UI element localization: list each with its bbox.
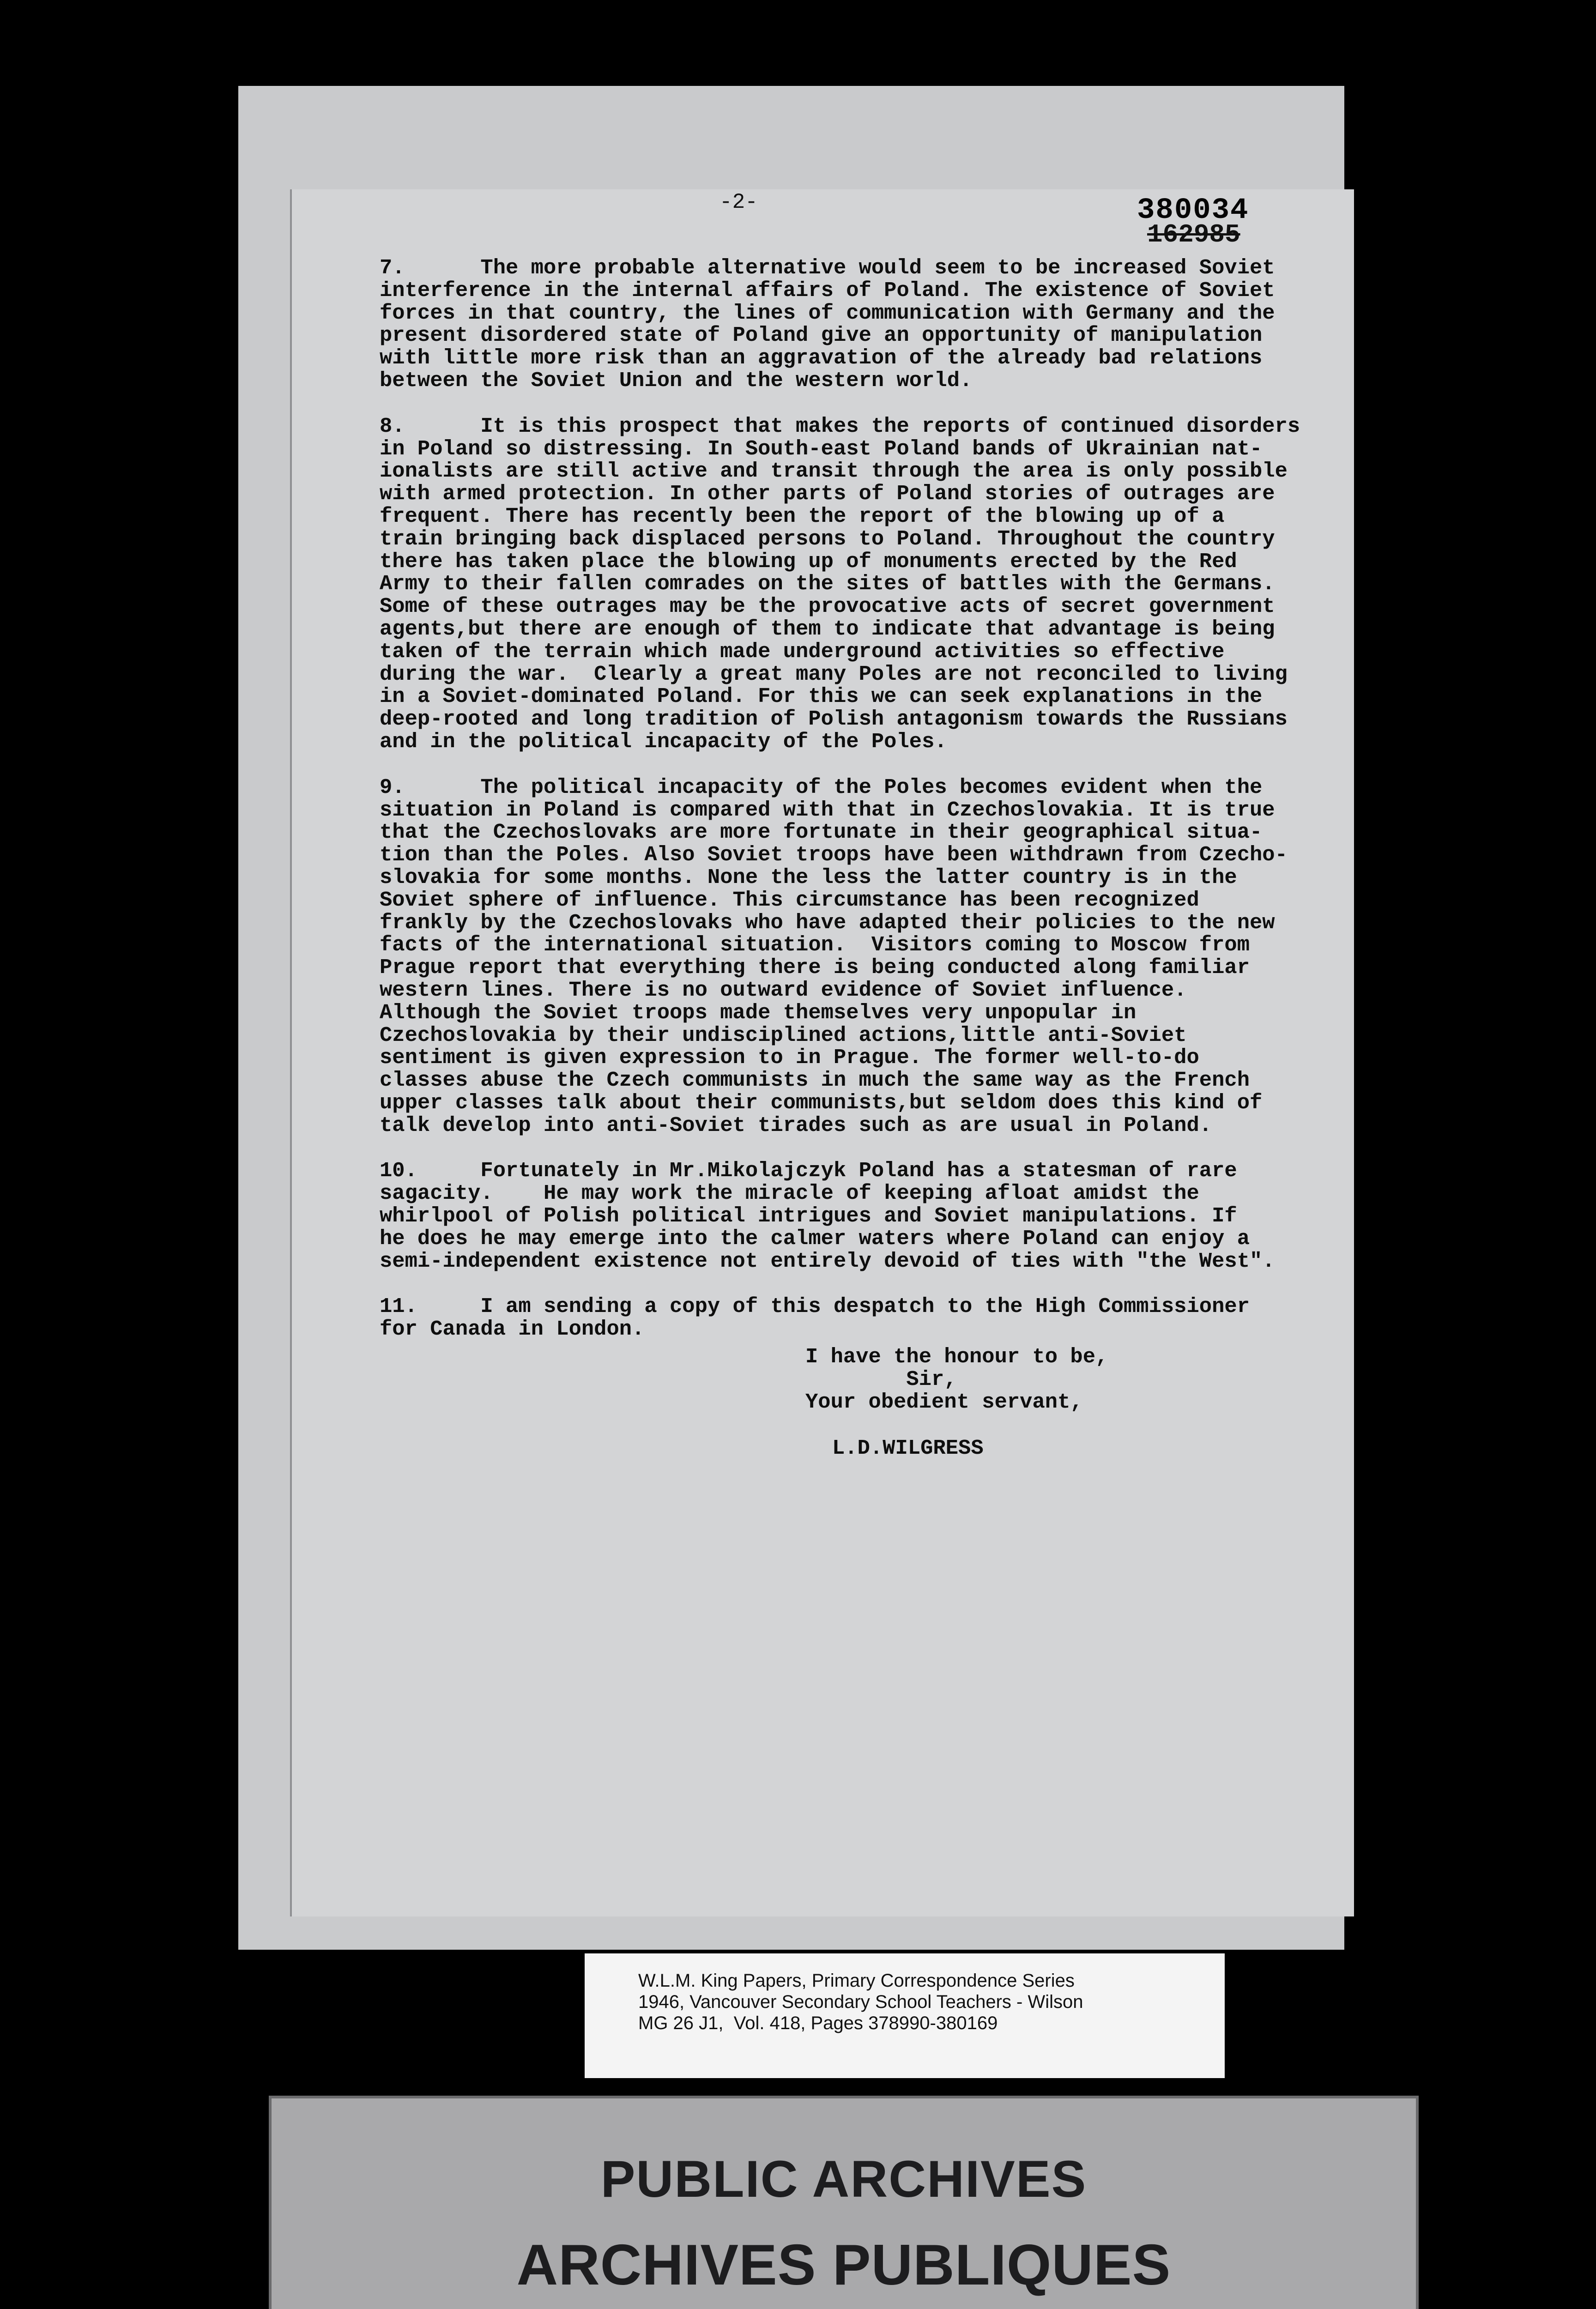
text-line: talk develop into anti-Soviet tirades such as are usual in Poland. xyxy=(380,1113,1212,1137)
stamp-line-english: PUBLIC ARCHIVES xyxy=(600,2150,1087,2208)
text-line: and in the political incapacity of the Poles. xyxy=(380,729,947,754)
archive-reference-label xyxy=(585,1953,1225,2078)
paragraph-9 xyxy=(380,776,1354,1137)
text-line: frankly by the Czechoslovaks who have adapted their policies to the new xyxy=(380,910,1275,935)
text-line: Prague report that everything there is being conducted along familiar xyxy=(380,955,1250,980)
reference-line: 1946, Vancouver Secondary School Teachers - Wilson xyxy=(638,1992,1083,2012)
text-line: for Canada in London. xyxy=(380,1317,645,1342)
text-line: Soviet sphere of influence. This circumstance has been recognized xyxy=(380,888,1199,912)
paragraph-10 xyxy=(380,1160,1354,1272)
text-line: Czechoslovakia by their undisciplined actions,little anti-Soviet xyxy=(380,1023,1187,1047)
text-line: taken of the terrain which made underground activities so effective xyxy=(380,639,1225,664)
closing-line: I have the honour to be, xyxy=(805,1345,1108,1369)
text-line: in Poland so distressing. In South-east Poland bands of Ukrainian nat- xyxy=(380,436,1263,461)
document-body xyxy=(380,257,1354,1364)
text-line: situation in Poland is compared with that in Czechoslovakia. It is true xyxy=(380,798,1275,822)
text-line: in a Soviet-dominated Poland. For this we can seek explanations in the xyxy=(380,684,1263,709)
reference-line: W.L.M. King Papers, Primary Correspondence Series xyxy=(638,1971,1075,1991)
text-line: interference in the internal affairs of Poland. The existence of Soviet xyxy=(380,278,1275,302)
text-line: with armed protection. In other parts of Poland stories of outrages are xyxy=(380,482,1275,506)
closing-line: Sir, xyxy=(805,1367,957,1391)
paragraph-7 xyxy=(380,257,1354,392)
text-line: with little more risk than an aggravation of the already bad relations xyxy=(380,346,1263,370)
paragraph-8 xyxy=(380,415,1354,753)
signature: L.D.WILGRESS xyxy=(832,1436,984,1460)
struck-old-number: 162985 xyxy=(1147,220,1240,249)
text-line: agents,but there are enough of them to indicate that advantage is being xyxy=(380,617,1275,641)
letter-closing xyxy=(805,1346,1108,1413)
archive-number: 380034 xyxy=(1137,194,1249,227)
text-line: Army to their fallen comrades on the sites of battles with the Germans. xyxy=(380,572,1275,596)
public-archives-stamp xyxy=(269,2096,1419,2309)
text-line: sentiment is given expression to in Prague. The former well-to-do xyxy=(380,1046,1199,1070)
text-line: western lines. There is no outward evidence of Soviet influence. xyxy=(380,978,1187,1002)
text-line: semi-independent existence not entirely devoid of ties with "the West". xyxy=(380,1249,1275,1273)
text-line: whirlpool of Polish political intrigues and Soviet manipulations. If xyxy=(380,1204,1237,1228)
text-line: frequent. There has recently been the report of the blowing up of a xyxy=(380,504,1225,528)
closing-line: Your obedient servant, xyxy=(805,1390,1083,1414)
text-line: during the war. Clearly a great many Poles are not reconciled to living xyxy=(380,662,1288,686)
text-line: sagacity. He may work the miracle of keeping afloat amidst the xyxy=(380,1181,1199,1206)
paragraph-11 xyxy=(380,1295,1354,1341)
text-line: train bringing back displaced persons to Poland. Throughout the country xyxy=(380,526,1275,551)
text-line: facts of the international situation. Visitors coming to Moscow from xyxy=(380,933,1250,957)
reference-line: MG 26 J1, Vol. 418, Pages 378990-380169 xyxy=(638,2013,998,2033)
text-line: Although the Soviet troops made themselves very unpopular in xyxy=(380,1000,1137,1025)
page-number: -2- xyxy=(719,190,758,214)
text-line: 9. The political incapacity of the Poles becomes evident when the xyxy=(380,775,1263,799)
text-line: forces in that country, the lines of communication with Germany and the xyxy=(380,301,1275,325)
text-line: 11. I am sending a copy of this despatch to the High Commissioner xyxy=(380,1294,1250,1319)
stamp-line-french: ARCHIVES PUBLIQUES xyxy=(516,2233,1171,2297)
text-line: present disordered state of Poland give an opportunity of manipulation xyxy=(380,323,1263,348)
text-line: that the Czechoslovaks are more fortunate in their geographical situa- xyxy=(380,820,1263,845)
text-line: 7. The more probable alternative would seem to be increased Soviet xyxy=(380,256,1275,280)
text-line: tion than the Poles. Also Soviet troops have been withdrawn from Czecho- xyxy=(380,843,1288,867)
text-line: 10. Fortunately in Mr.Mikolajczyk Poland has a statesman of rare xyxy=(380,1159,1237,1183)
text-line: he does he may emerge into the calmer waters where Poland can enjoy a xyxy=(380,1226,1250,1251)
text-line: there has taken place the blowing up of monuments erected by the Red xyxy=(380,549,1237,574)
text-line: 8. It is this prospect that makes the reports of continued disorders xyxy=(380,414,1300,438)
text-line: slovakia for some months. None the less the latter country is in the xyxy=(380,865,1237,889)
text-line: deep-rooted and long tradition of Polish antagonism towards the Russians xyxy=(380,707,1288,731)
text-line: ionalists are still active and transit through the area is only possible xyxy=(380,459,1288,484)
text-line: between the Soviet Union and the western world. xyxy=(380,368,973,393)
text-line: classes abuse the Czech communists in much the same way as the French xyxy=(380,1068,1250,1093)
text-line: upper classes talk about their communists,but seldom does this kind of xyxy=(380,1090,1263,1115)
text-line: Some of these outrages may be the provocative acts of secret government xyxy=(380,594,1275,619)
